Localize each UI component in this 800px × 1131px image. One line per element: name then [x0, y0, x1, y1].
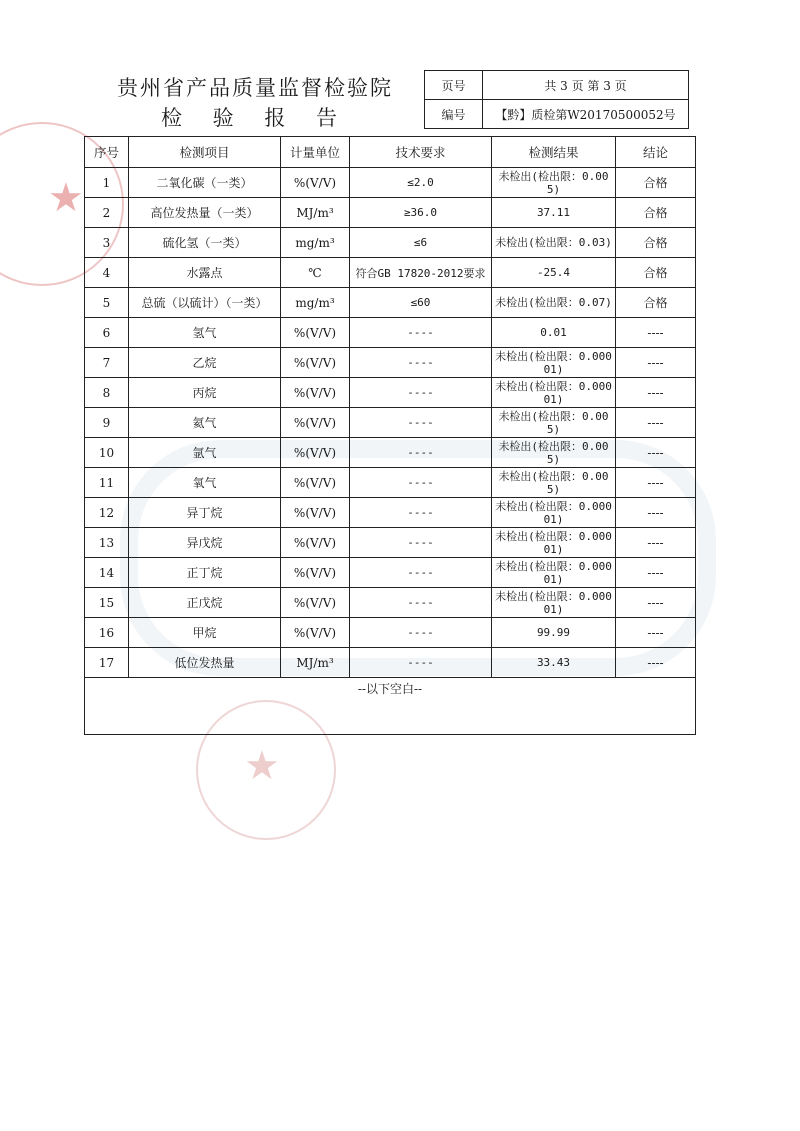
row-number: 5 — [85, 288, 129, 318]
test-result: 未检出(检出限：0.00001) — [492, 588, 616, 618]
row-number: 2 — [85, 198, 129, 228]
technical-requirement: ---- — [350, 468, 492, 498]
conclusion: ---- — [616, 618, 696, 648]
unit: %(V/V) — [281, 438, 350, 468]
technical-requirement: ≤2.0 — [350, 168, 492, 198]
column-header-requirement: 技术要求 — [350, 137, 492, 168]
table-row — [85, 558, 696, 588]
test-item: 丙烷 — [129, 378, 281, 408]
unit: %(V/V) — [281, 318, 350, 348]
seal-star-icon: ★ — [244, 743, 280, 789]
table-row — [85, 168, 696, 198]
conclusion: ---- — [616, 498, 696, 528]
seal-star-icon: ★ — [48, 175, 84, 221]
technical-requirement: ---- — [350, 408, 492, 438]
test-item: 水露点 — [129, 258, 281, 288]
table-row — [85, 318, 696, 348]
table-row — [85, 648, 696, 678]
conclusion: ---- — [616, 408, 696, 438]
unit: MJ/m³ — [281, 648, 350, 678]
row-number: 6 — [85, 318, 129, 348]
row-number: 11 — [85, 468, 129, 498]
unit: %(V/V) — [281, 378, 350, 408]
table-row — [85, 348, 696, 378]
row-number: 16 — [85, 618, 129, 648]
technical-requirement: ≥36.0 — [350, 198, 492, 228]
test-item: 甲烷 — [129, 618, 281, 648]
row-number: 14 — [85, 558, 129, 588]
unit: %(V/V) — [281, 168, 350, 198]
conclusion: 合格 — [616, 198, 696, 228]
table-row — [85, 618, 696, 648]
table-row — [85, 198, 696, 228]
test-item: 异戊烷 — [129, 528, 281, 558]
test-item: 总硫（以硫计）（一类） — [129, 288, 281, 318]
conclusion: 合格 — [616, 258, 696, 288]
conclusion: 合格 — [616, 168, 696, 198]
conclusion: ---- — [616, 528, 696, 558]
technical-requirement: ---- — [350, 558, 492, 588]
test-result: 未检出(检出限：0.005) — [492, 438, 616, 468]
column-header-conclusion: 结论 — [616, 137, 696, 168]
report-number-label: 编号 — [425, 100, 483, 129]
conclusion: ---- — [616, 438, 696, 468]
conclusion: ---- — [616, 588, 696, 618]
report-number-value: 【黔】质检第W20170500052号 — [483, 100, 689, 129]
table-row — [85, 288, 696, 318]
page-number-value: 共 3 页 第 3 页 — [483, 71, 689, 100]
row-number: 4 — [85, 258, 129, 288]
table-row — [85, 438, 696, 468]
test-item: 硫化氢（一类） — [129, 228, 281, 258]
row-number: 12 — [85, 498, 129, 528]
unit: %(V/V) — [281, 528, 350, 558]
technical-requirement: ---- — [350, 588, 492, 618]
technical-requirement: 符合GB 17820-2012要求 — [350, 258, 492, 288]
unit: mg/m³ — [281, 288, 350, 318]
test-result: 未检出(检出限：0.00001) — [492, 528, 616, 558]
test-result: 未检出(检出限：0.005) — [492, 468, 616, 498]
technical-requirement: ---- — [350, 528, 492, 558]
conclusion: ---- — [616, 378, 696, 408]
row-number: 13 — [85, 528, 129, 558]
technical-requirement: ---- — [350, 348, 492, 378]
test-result: 未检出(检出限：0.07) — [492, 288, 616, 318]
row-number: 10 — [85, 438, 129, 468]
document-type: 检 验 报 告 — [160, 106, 350, 130]
technical-requirement: ---- — [350, 498, 492, 528]
conclusion: ---- — [616, 318, 696, 348]
table-row — [85, 498, 696, 528]
column-header-no: 序号 — [85, 137, 129, 168]
unit: %(V/V) — [281, 468, 350, 498]
test-result: 0.01 — [492, 318, 616, 348]
conclusion: ---- — [616, 558, 696, 588]
unit: %(V/V) — [281, 588, 350, 618]
unit: mg/m³ — [281, 228, 350, 258]
test-result: -25.4 — [492, 258, 616, 288]
page-number-label: 页号 — [425, 71, 483, 100]
table-row — [85, 468, 696, 498]
results-table — [84, 136, 696, 735]
test-result: 未检出(检出限：0.00001) — [492, 498, 616, 528]
test-item: 二氧化碳（一类） — [129, 168, 281, 198]
technical-requirement: ---- — [350, 648, 492, 678]
column-header-item: 检测项目 — [129, 137, 281, 168]
technical-requirement: ---- — [350, 378, 492, 408]
test-result: 未检出(检出限：0.03) — [492, 228, 616, 258]
row-number: 17 — [85, 648, 129, 678]
unit: MJ/m³ — [281, 198, 350, 228]
technical-requirement: ---- — [350, 318, 492, 348]
row-number: 9 — [85, 408, 129, 438]
conclusion: ---- — [616, 348, 696, 378]
table-row — [85, 228, 696, 258]
test-result: 33.43 — [492, 648, 616, 678]
report-meta-table — [424, 70, 689, 129]
blank-below-note: --以下空白-- — [85, 678, 696, 735]
table-row — [85, 588, 696, 618]
test-item: 正戊烷 — [129, 588, 281, 618]
row-number: 15 — [85, 588, 129, 618]
unit: %(V/V) — [281, 558, 350, 588]
unit: %(V/V) — [281, 498, 350, 528]
organization-name: 贵州省产品质量监督检验院 — [117, 76, 393, 100]
table-row — [85, 258, 696, 288]
unit: ℃ — [281, 258, 350, 288]
test-item: 正丁烷 — [129, 558, 281, 588]
test-item: 氢气 — [129, 318, 281, 348]
technical-requirement: ---- — [350, 618, 492, 648]
test-result: 99.99 — [492, 618, 616, 648]
unit: %(V/V) — [281, 348, 350, 378]
report-title-block — [100, 74, 410, 132]
test-result: 未检出(检出限：0.00001) — [492, 348, 616, 378]
table-header-row — [85, 137, 696, 168]
test-item: 低位发热量 — [129, 648, 281, 678]
conclusion: 合格 — [616, 228, 696, 258]
table-row — [85, 528, 696, 558]
row-number: 3 — [85, 228, 129, 258]
test-item: 高位发热量（一类） — [129, 198, 281, 228]
test-result: 未检出(检出限：0.005) — [492, 168, 616, 198]
technical-requirement: ---- — [350, 438, 492, 468]
technical-requirement: ≤6 — [350, 228, 492, 258]
unit: %(V/V) — [281, 408, 350, 438]
test-result: 37.11 — [492, 198, 616, 228]
row-number: 8 — [85, 378, 129, 408]
test-item: 异丁烷 — [129, 498, 281, 528]
test-result: 未检出(检出限：0.00001) — [492, 378, 616, 408]
conclusion: ---- — [616, 468, 696, 498]
table-footer-row — [85, 678, 696, 735]
test-item: 氧气 — [129, 468, 281, 498]
table-row — [85, 378, 696, 408]
test-item: 氦气 — [129, 408, 281, 438]
conclusion: ---- — [616, 648, 696, 678]
row-number: 7 — [85, 348, 129, 378]
test-result: 未检出(检出限：0.005) — [492, 408, 616, 438]
technical-requirement: ≤60 — [350, 288, 492, 318]
test-item: 乙烷 — [129, 348, 281, 378]
table-row — [85, 408, 696, 438]
column-header-result: 检测结果 — [492, 137, 616, 168]
test-item: 氩气 — [129, 438, 281, 468]
unit: %(V/V) — [281, 618, 350, 648]
column-header-unit: 计量单位 — [281, 137, 350, 168]
conclusion: 合格 — [616, 288, 696, 318]
row-number: 1 — [85, 168, 129, 198]
test-result: 未检出(检出限：0.00001) — [492, 558, 616, 588]
